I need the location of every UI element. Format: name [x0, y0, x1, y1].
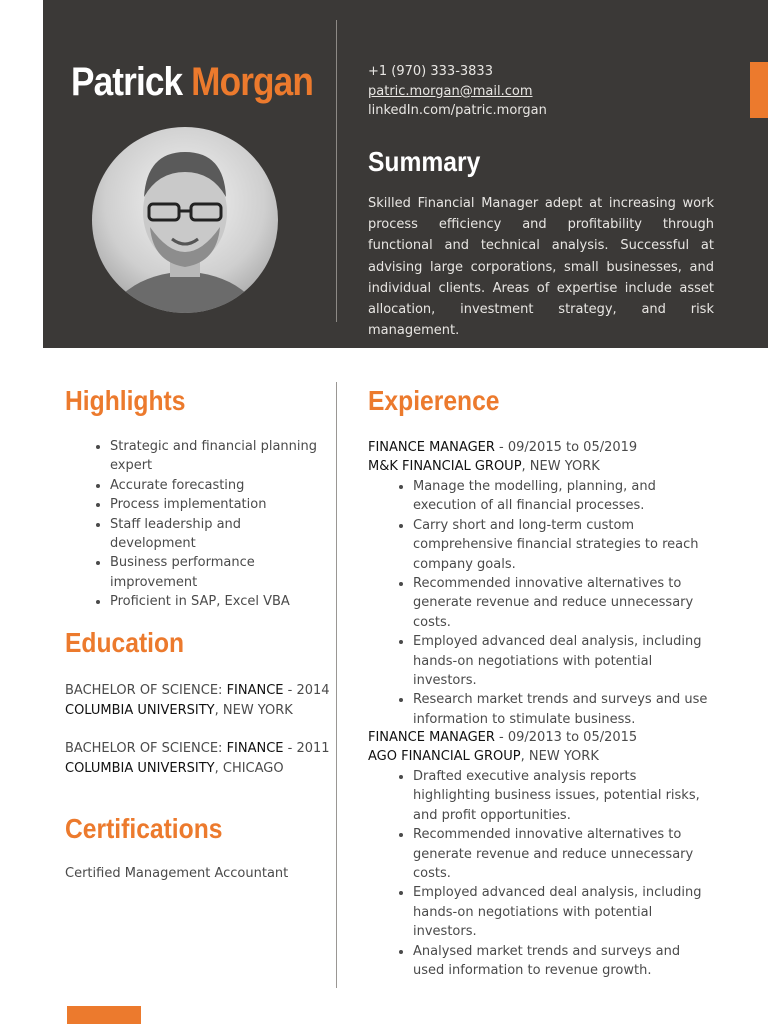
header-divider [336, 20, 337, 322]
education-heading: Education [65, 627, 185, 658]
list-item: • Employed advanced deal analysis, including hands-on negotiations with potential investors. [413, 632, 713, 690]
linkedin-link[interactable]: linkedIn.com/patric.morgan [368, 103, 547, 118]
list-item: • Staff leadership and development [110, 515, 320, 554]
column-divider [336, 382, 337, 988]
job-role: FINANCE MANAGER [368, 730, 495, 745]
degree-year: - 2014 [283, 683, 330, 698]
school-name: COLUMBIA UNIVERSITY [65, 702, 215, 718]
footer-accent-bar [67, 1006, 141, 1024]
highlights-heading: Highlights [65, 385, 186, 416]
list-item: • Recommended innovative alternatives to generate revenue and reduce unnecessary costs. [413, 825, 713, 883]
job-company-line [368, 747, 599, 767]
education-entry [65, 681, 330, 720]
education-entry [65, 739, 330, 778]
list-item: • Business performance improvement [110, 553, 320, 592]
list-item: • Accurate forecasting [110, 476, 320, 495]
school-city: , NEW YORK [214, 702, 293, 718]
job-bullets [368, 767, 713, 980]
list-item: • Process implementation [110, 495, 320, 514]
degree-label: BACHELOR OF SCIENCE: [65, 741, 227, 756]
job-company: M&K FINANCIAL GROUP [368, 459, 522, 474]
job-city: , NEW YORK [520, 749, 599, 764]
job-city: , NEW YORK [521, 459, 600, 474]
summary-text: Skilled Financial Manager adept at increasing work process efficiency and profitability through functional and technical analysis. Successful at advising large corporations, small businesses, and individual clients. Areas of expertise include asset allocation, investment strategy, and risk management. [368, 196, 714, 339]
candidate-name [71, 60, 313, 105]
certifications-heading: Certifications [65, 813, 223, 844]
experience-heading: Expierence [368, 385, 500, 416]
email-link[interactable]: patric.morgan@mail.com [368, 83, 533, 99]
job-dates: - 09/2013 to 05/2015 [494, 730, 638, 745]
contact-block [368, 62, 547, 121]
last-name: Morgan [191, 60, 313, 104]
job-role: FINANCE MANAGER [368, 440, 495, 455]
school-name: COLUMBIA UNIVERSITY [65, 760, 215, 776]
list-item: • Carry short and long-term custom comprehensive financial strategies to reach company goals. [413, 516, 713, 574]
job-dates: - 09/2015 to 05/2019 [494, 440, 638, 455]
degree-field: FINANCE [226, 683, 284, 698]
list-item: • Drafted executive analysis reports highlighting business issues, potential risks, and profit opportunities. [413, 767, 713, 825]
job-company: AGO FINANCIAL GROUP [368, 749, 521, 764]
portrait-illustration [92, 127, 278, 313]
job-company-line [368, 457, 600, 477]
degree-label: BACHELOR OF SCIENCE: [65, 683, 227, 698]
degree-year: - 2011 [283, 741, 330, 756]
list-item: • Strategic and financial planning expert [110, 437, 320, 476]
summary-heading: Summary [368, 146, 481, 177]
first-name: Patrick [71, 60, 183, 104]
highlights-list [65, 437, 320, 612]
list-item: • Recommended innovative alternatives to generate revenue and reduce unnecessary costs. [413, 574, 713, 632]
list-item: • Research market trends and surveys and use information to stimulate business. [413, 690, 713, 729]
list-item: • Analysed market trends and surveys and used information to revenue growth. [413, 942, 713, 981]
phone-number: +1 (970) 333-3833 [368, 64, 493, 79]
accent-tab [750, 62, 768, 118]
degree-field: FINANCE [226, 741, 284, 756]
list-item: • Employed advanced deal analysis, including hands-on negotiations with potential investors. [413, 883, 713, 941]
job-title-line [368, 728, 637, 748]
job-title-line [368, 438, 637, 458]
list-item: • Proficient in SAP, Excel VBA [110, 592, 320, 611]
profile-photo [92, 127, 278, 313]
job-bullets [368, 477, 713, 729]
school-city: , CHICAGO [214, 760, 284, 776]
certification-item: Certified Management Accountant [65, 866, 289, 881]
list-item: • Manage the modelling, planning, and execution of all financial processes. [413, 477, 713, 516]
